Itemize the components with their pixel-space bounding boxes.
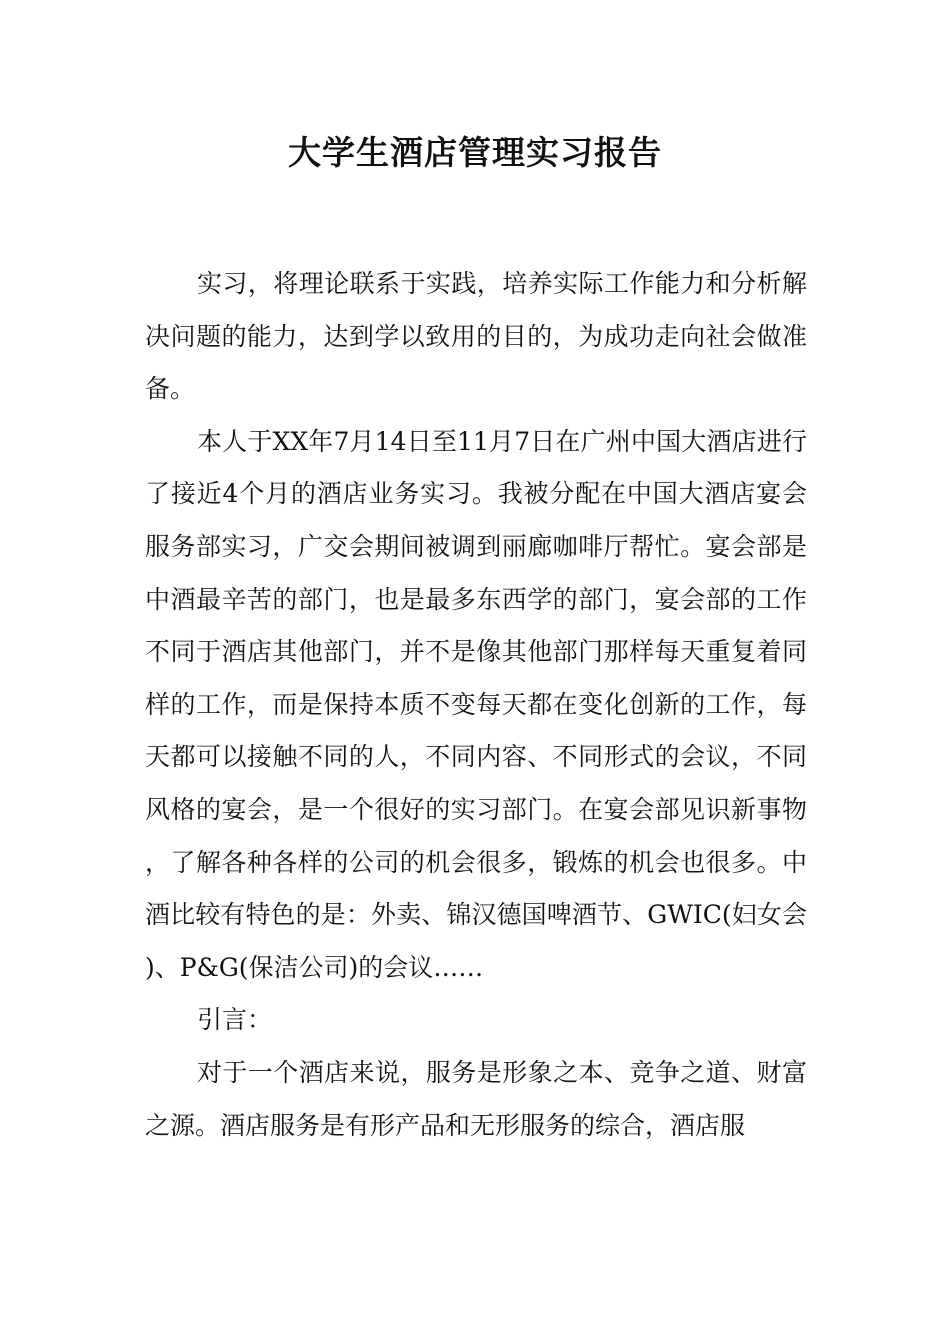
document-title: 大学生酒店管理实习报告	[288, 133, 662, 172]
paragraph-internship-details: 本人于XX年7月14日至11月7日在广州中国大酒店进行了接近4个月的酒店业务实习。我被分配在中国大酒店宴会服务部实习，广交会期间被调到丽廊咖啡厅帮忙。宴会部是中酒最辛苦的部门，也是最多东西学的部门，宴会部的工作不同于酒店其他部门，并不是像其他部门那样每天重复着同样的工作，而是保持本质不变每天都在变化创新的工作，每天都可以接触不同的人，不同内容、不同形式的会议，不同风格的宴会，是一个很好的实习部门。在宴会部见识新事物，了解各种各样的公司的机会很多，锻炼的机会也很多。中酒比较有特色的是：外卖、锦汉德国啤酒节、GWIC(妇女会)、P&G(保洁公司)的会议……	[145, 426, 807, 982]
paragraph-preface-heading: 引言：	[197, 1005, 273, 1035]
paragraph-intro: 实习，将理论联系于实践，培养实际工作能力和分析解决问题的能力，达到学以致用的目的，为成功走向社会做准备。	[145, 269, 807, 404]
document-body	[145, 258, 807, 1152]
paragraph-hotel-service: 对于一个酒店来说，服务是形象之本、竞争之道、财富之源。酒店服务是有形产品和无形服务的综合，酒店服	[145, 1057, 807, 1140]
